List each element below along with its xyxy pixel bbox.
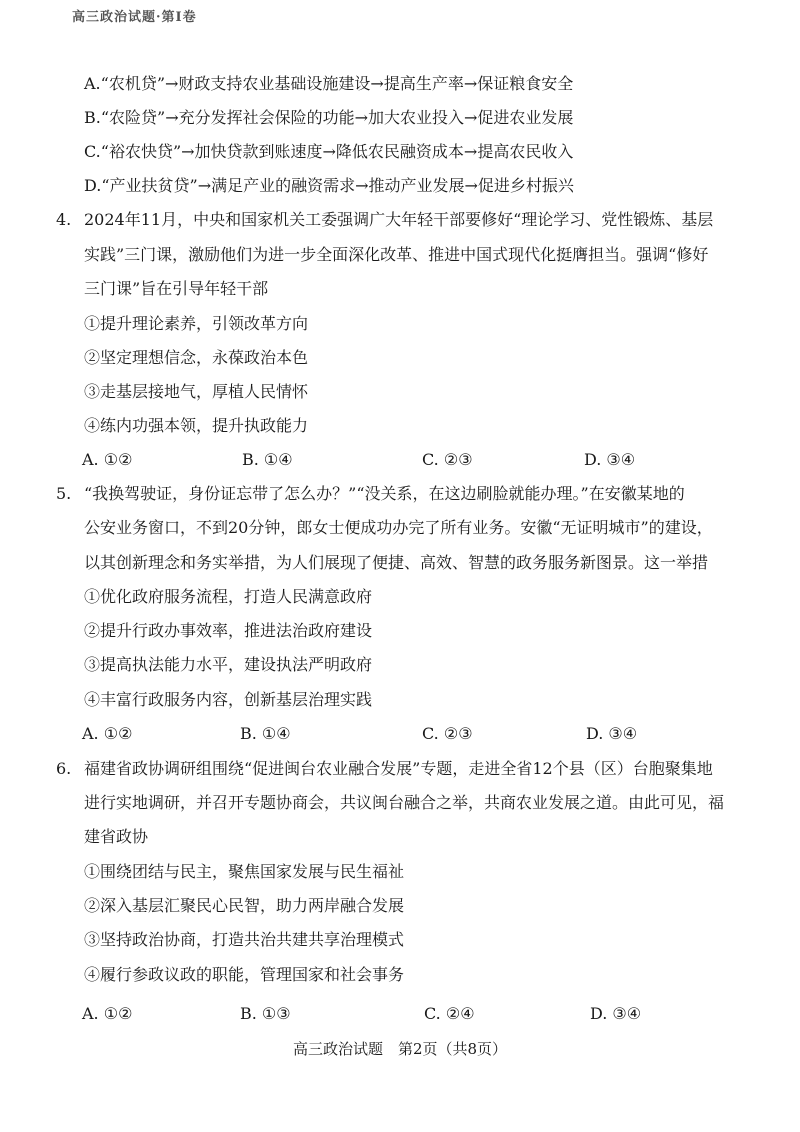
q5-stem-line-2: 公安业务窗口，不到20分钟，郎女士便成功办完了所有业务。安徽“无证明城市”的建设，	[84, 518, 713, 537]
q3-option-b: B.“农险贷”→充分发挥社会保险的功能→加大农业投入→促进农业发展	[84, 108, 574, 127]
q6-item-3: ③坚持政治协商，打造共治共建共享治理模式	[84, 930, 405, 949]
q6-choices	[82, 1003, 722, 1025]
q4-stem-line-3: 三门课”旨在引导年轻干部	[84, 279, 269, 298]
q4-choice-b[interactable]: B. ①④	[242, 450, 293, 469]
q6-item-4: ④履行参政议政的职能，管理国家和社会事务	[84, 965, 405, 984]
q6-choice-c[interactable]: C. ②④	[424, 1004, 475, 1023]
q5-stem-line-3: 以其创新理念和务实举措，为人们展现了便捷、高效、智慧的政务服务新图景。这一举措	[84, 553, 709, 572]
q6-stem-line-3: 建省政协	[84, 827, 149, 846]
q6-stem-line-1: 福建省政协调研组围绕“促进闽台农业融合发展”专题，走进全省12个县（区）台胞聚集地	[84, 759, 713, 778]
q4-choice-d[interactable]: D. ③④	[584, 450, 636, 469]
q5-stem-line-1: “我换驾驶证，身份证忘带了怎么办？”“没关系，在这边刷脸就能办理。”在安徽某地的	[84, 484, 685, 503]
q5-choice-d[interactable]: D. ③④	[586, 724, 638, 743]
q6-choice-a[interactable]: A. ①②	[82, 1004, 133, 1023]
q5-choice-c[interactable]: C. ②③	[422, 724, 473, 743]
q6-item-1: ①围绕团结与民主，聚焦国家发展与民生福祉	[84, 862, 405, 881]
q6-item-2: ②深入基层汇聚民心民智，助力两岸融合发展	[84, 896, 405, 915]
q5-choice-a[interactable]: A. ①②	[82, 724, 133, 743]
q4-stem-line-2: 实践”三门课，激励他们为进一步全面深化改革、推进中国式现代化挺膺担当。强调“修好	[84, 245, 709, 264]
q5-item-4: ④丰富行政服务内容，创新基层治理实践	[84, 690, 373, 709]
q5-choices	[82, 723, 722, 745]
q4-choice-a[interactable]: A. ①②	[82, 450, 133, 469]
q6-choice-d[interactable]: D. ③④	[590, 1004, 642, 1023]
q4-item-3: ③走基层接地气，厚植人民情怀	[84, 382, 309, 401]
q4-item-1: ①提升理论素养，引领改革方向	[84, 314, 309, 333]
q3-option-c: C.“裕农快贷”→加快贷款到账速度→降低农民融资成本→提高农民收入	[84, 142, 574, 161]
q4-choices	[82, 449, 722, 471]
q5-choice-b[interactable]: B. ①④	[240, 724, 291, 743]
q5-item-3: ③提高执法能力水平，建设执法严明政府	[84, 655, 373, 674]
q5-item-1: ①优化政府服务流程，打造人民满意政府	[84, 587, 373, 606]
q6-choice-b[interactable]: B. ①③	[240, 1004, 291, 1023]
q4-choice-c[interactable]: C. ②③	[422, 450, 473, 469]
page-footer: 高三政治试题 第2页（共8页）	[292, 1040, 508, 1058]
q5-number: 5.	[56, 484, 72, 503]
q4-item-4: ④练内功强本领，提升执政能力	[84, 416, 309, 435]
page-header: 高三政治试题·第Ⅰ卷	[72, 10, 197, 25]
q6-number: 6.	[56, 759, 72, 778]
q5-item-2: ②提升行政办事效率，推进法治政府建设	[84, 621, 373, 640]
q4-number: 4.	[56, 210, 72, 229]
q3-option-a: A.“农机贷”→财政支持农业基础设施建设→提高生产率→保证粮食安全	[84, 74, 574, 93]
q4-item-2: ②坚定理想信念，永葆政治本色	[84, 348, 309, 367]
q6-stem-line-2: 进行实地调研，并召开专题协商会，共议闽台融合之举，共商农业发展之道。由此可见，福	[84, 793, 725, 812]
q3-option-d: D.“产业扶贫贷”→满足产业的融资需求→推动产业发展→促进乡村振兴	[84, 176, 574, 195]
q4-stem-line-1: 2024年11月，中央和国家机关工委强调广大年轻干部要修好“理论学习、党性锻炼、基层	[84, 210, 714, 229]
